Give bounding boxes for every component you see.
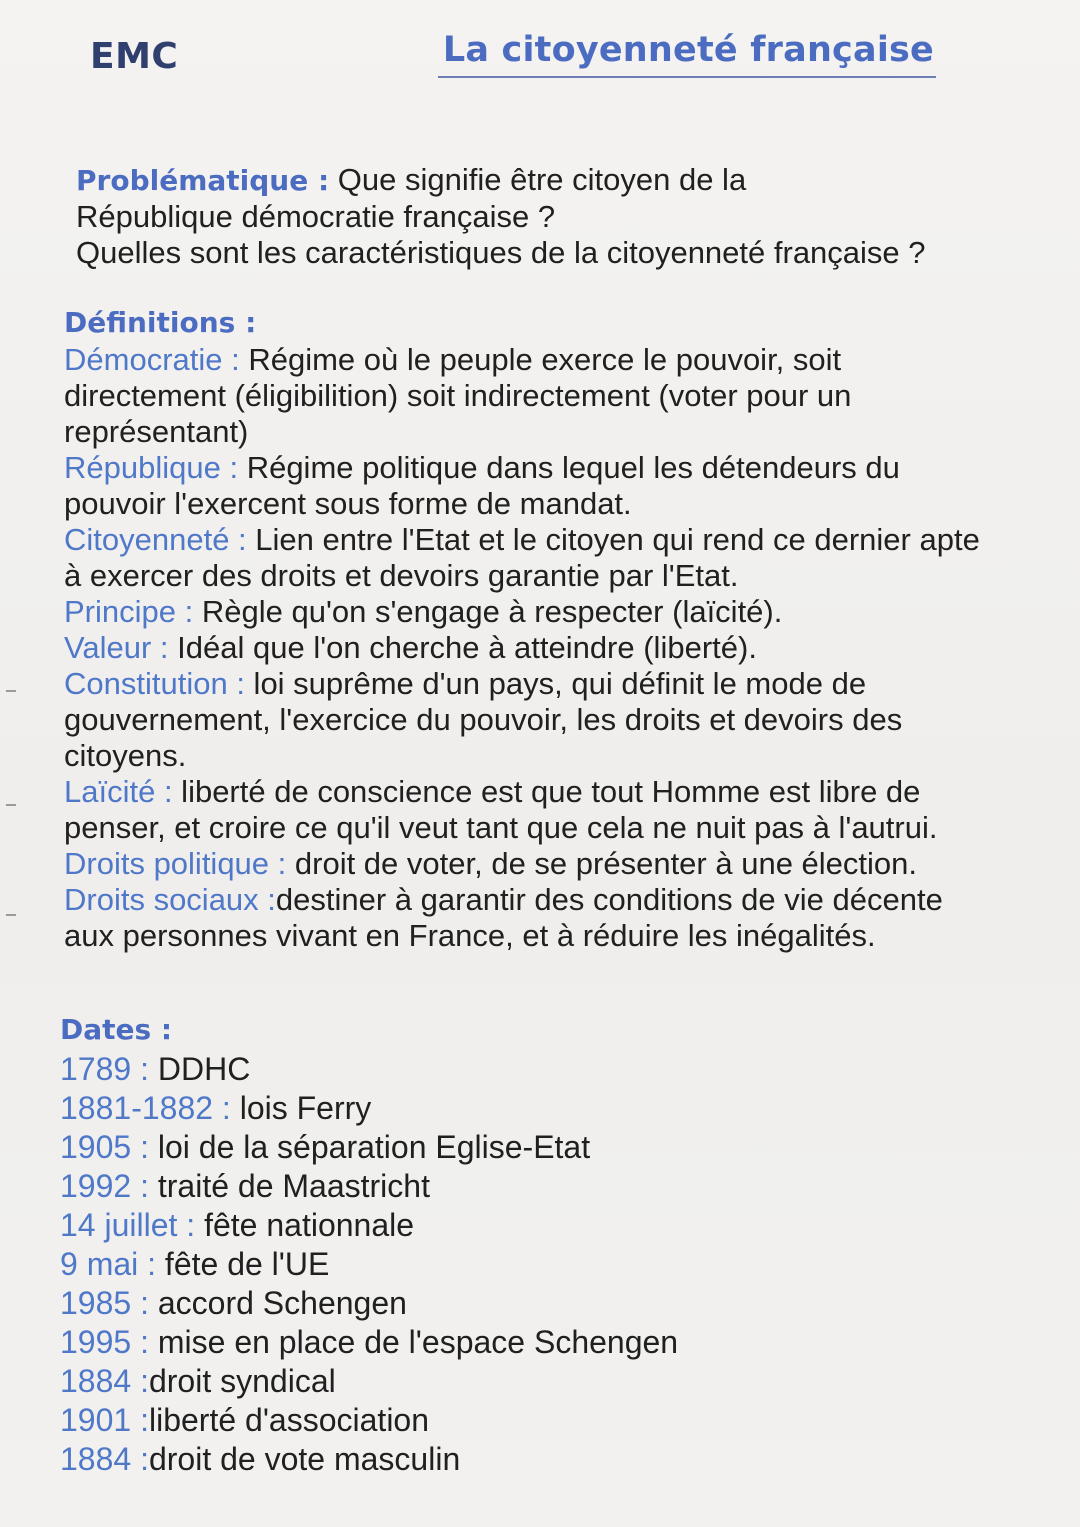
- date-event: liberté d'association: [148, 1402, 430, 1438]
- date-event: droit syndical: [148, 1363, 336, 1399]
- date-value: 14 juillet :: [60, 1207, 196, 1243]
- definition-text: Idéal que l'on cherche à atteindre (liberté).: [168, 630, 757, 665]
- date-event: accord Schengen: [148, 1285, 407, 1321]
- date-item: [60, 1167, 960, 1206]
- definitions-label: Définitions :: [64, 306, 257, 339]
- problematique-text: Que signifie être citoyen de la: [329, 162, 747, 197]
- margin-dash: [6, 690, 16, 692]
- definition-term: Constitution :: [64, 666, 245, 701]
- definition-term: Droits sociaux :: [64, 882, 276, 917]
- definition-term: Citoyenneté :: [64, 522, 247, 557]
- definition-text: liberté de conscience est que tout Homme est libre de: [172, 774, 921, 809]
- date-value: 1901 :: [60, 1402, 149, 1438]
- date-item: [60, 1050, 960, 1089]
- date-event: fête de l'UE: [156, 1246, 330, 1282]
- date-value: 1985 :: [60, 1285, 149, 1321]
- date-item: [60, 1323, 960, 1362]
- date-value: 9 mai :: [60, 1246, 157, 1282]
- definition-text: représentant): [64, 414, 249, 449]
- definition-laicite: [64, 774, 1054, 846]
- definition-text: penser, et croire ce qu'il veut tant que cela ne nuit pas à l'autrui.: [64, 810, 938, 845]
- definition-term: Droits politique :: [64, 846, 287, 881]
- date-item: [60, 1440, 960, 1479]
- date-item: [60, 1089, 960, 1128]
- date-item: [60, 1362, 960, 1401]
- date-value: 1884 :: [60, 1441, 149, 1477]
- date-item: [60, 1401, 960, 1440]
- date-value: 1881-1882 :: [60, 1090, 231, 1126]
- definition-term: Démocratie :: [64, 342, 240, 377]
- date-value: 1992 :: [60, 1168, 149, 1204]
- problematique-line: Quelles sont les caractéristiques de la citoyenneté française ?: [76, 235, 926, 270]
- definition-droits-sociaux: [64, 882, 1054, 954]
- date-event: droit de vote masculin: [148, 1441, 461, 1477]
- definition-term: Laïcité :: [64, 774, 173, 809]
- definition-term: Principe :: [64, 594, 194, 629]
- problematique-label: Problématique :: [76, 164, 330, 197]
- date-value: 1995 :: [60, 1324, 149, 1360]
- definition-droits-politique: [64, 846, 1054, 882]
- definition-text: pouvoir l'exercent sous forme de mandat.: [64, 486, 632, 521]
- definitions-section: [64, 304, 1054, 954]
- definition-text: Règle qu'on s'engage à respecter (laïcité).: [193, 594, 783, 629]
- definition-term: Valeur :: [64, 630, 169, 665]
- problematique-line: République démocratie française ?: [76, 199, 556, 234]
- subject-label: EMC: [90, 36, 179, 77]
- definition-text: aux personnes vivant en France, et à réduire les inégalités.: [64, 918, 876, 953]
- definition-text: Lien entre l'Etat et le citoyen qui rend ce dernier apte: [246, 522, 980, 557]
- definition-text: directement (éligibilition) soit indirectement (voter pour un: [64, 378, 852, 413]
- date-item: [60, 1284, 960, 1323]
- date-event: mise en place de l'espace Schengen: [148, 1324, 679, 1360]
- dates-section: [60, 1010, 960, 1479]
- definition-republique: [64, 450, 1054, 522]
- definition-term: République :: [64, 450, 239, 485]
- date-event: traité de Maastricht: [148, 1168, 430, 1204]
- definition-text: droit de voter, de se présenter à une élection.: [286, 846, 918, 881]
- margin-dash: [6, 804, 16, 806]
- date-item: [60, 1128, 960, 1167]
- date-value: 1884 :: [60, 1363, 149, 1399]
- definition-principe: [64, 594, 1054, 630]
- definition-valeur: [64, 630, 1054, 666]
- date-item: [60, 1206, 960, 1245]
- margin-dash: [6, 914, 16, 916]
- dates-label: Dates :: [60, 1013, 173, 1046]
- date-item: [60, 1245, 960, 1284]
- definition-constitution: [64, 666, 1054, 774]
- problematique-line: [76, 162, 1036, 199]
- date-event: lois Ferry: [230, 1090, 372, 1126]
- problematique-section: [76, 162, 1036, 271]
- definition-text: citoyens.: [64, 738, 187, 773]
- definition-democratie: [64, 342, 1054, 450]
- definition-text: Régime où le peuple exerce le pouvoir, soit: [239, 342, 842, 377]
- definition-text: à exercer des droits et devoirs garantie par l'Etat.: [64, 558, 739, 593]
- definition-text: loi suprême d'un pays, qui définit le mode de: [244, 666, 867, 701]
- date-value: 1905 :: [60, 1129, 149, 1165]
- definition-text: destiner à garantir des conditions de vie décente: [275, 882, 943, 917]
- date-event: loi de la séparation Eglise-Etat: [148, 1129, 591, 1165]
- date-event: fête nationnale: [195, 1207, 415, 1243]
- page-title: La citoyenneté française: [442, 30, 934, 70]
- title-underline: [438, 30, 936, 78]
- definition-text: gouvernement, l'exercice du pouvoir, les droits et devoirs des: [64, 702, 903, 737]
- date-event: DDHC: [148, 1051, 251, 1087]
- definition-citoyennete: [64, 522, 1054, 594]
- definition-text: Régime politique dans lequel les détendeurs du: [238, 450, 900, 485]
- date-value: 1789 :: [60, 1051, 149, 1087]
